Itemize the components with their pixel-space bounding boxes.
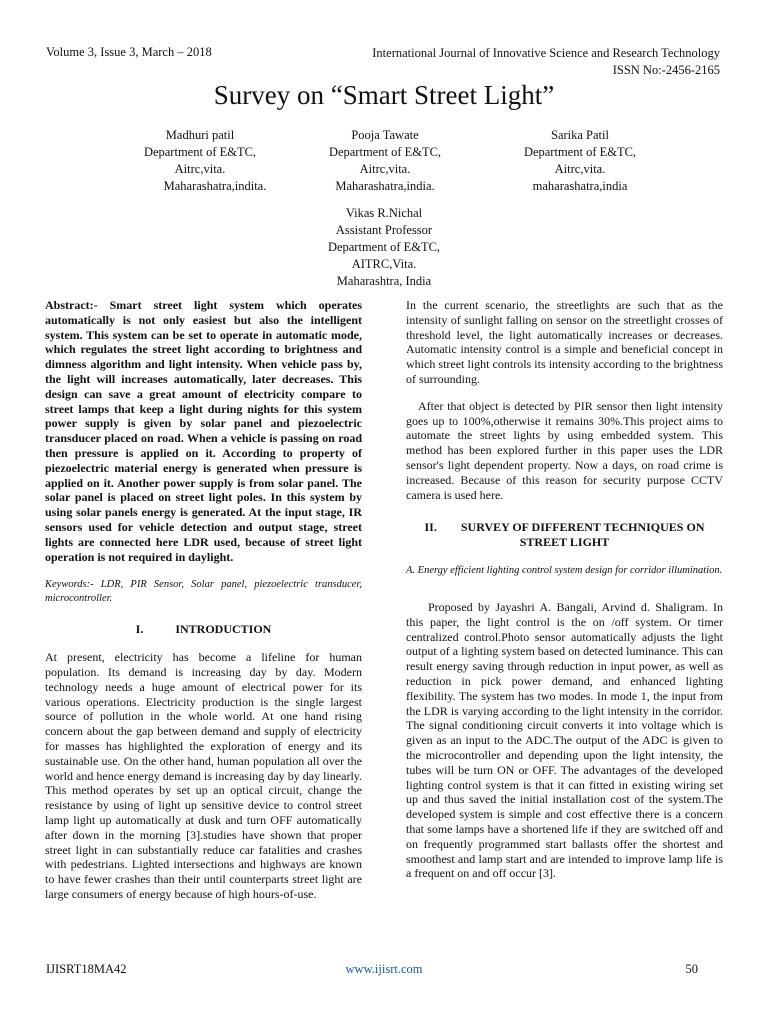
paper-title: Survey on “Smart Street Light”: [213, 80, 555, 110]
subsection-heading: A. Energy efficient lighting control system design for corridor illumination.: [406, 564, 723, 576]
author-location: Maharashtra, India: [336, 274, 432, 288]
author-institute: AITRC,Vita.: [351, 257, 417, 271]
author-role: Assistant Professor: [335, 223, 433, 237]
section-heading-survey: [406, 520, 723, 550]
author-name: Pooja Tawate: [351, 128, 419, 142]
page-number: 50: [685, 962, 698, 976]
abstract: Abstract:- Smart street light system which operates automatically is not only easiest but also the intelligent system. This system can be set to operate in automatic mode, which regulates the street light according to brightness and dimness algorithm and light intensity. When vehicle pass by, the light will increases automatically, later decreases. This design can save a great amount of electricity compare to street lamps that keep a light during nights for this system power supply is given by solar panel and piezoelectric transducer placed on road. When a vehicle is passing on road then pressure is applied on it. According to property of piezoelectric material energy is generated when pressure is applied on it. Another power supply is from solar panel. The solar panel is placed on street light poles. In this system by using solar panels energy is generated. At the input stage, IR sensors used for vehicle detection and output stage, street lights are connected here LDR used, because of street light operation is not required in daylight.: [45, 298, 362, 564]
volume-info: Volume 3, Issue 3, March – 2018: [46, 45, 212, 59]
section-number: II.: [424, 520, 437, 535]
section-heading-introduction: [45, 622, 362, 637]
body-paragraph: After that object is detected by PIR sensor then light intensity goes up to 100%,otherwise it remains 30%.This project aims to automate the street lights by using embedded system. This method has been explored further in this paper uses the LDR sensor's light dependent property. Now a days, on road crime is increased. Because of this reason for security purpose CCTV camera is used here.: [406, 398, 723, 502]
author-department: Department of E&TC,: [523, 145, 637, 159]
journal-url-link[interactable]: www.ijisrt.com: [345, 962, 423, 976]
author-institute: Aitrc,vita.: [554, 162, 606, 176]
author-location: Maharashatra,india.: [335, 179, 435, 193]
paper-code: IJISRT18MA42: [46, 962, 127, 976]
author-institute: Aitrc,vita.: [174, 162, 226, 176]
keywords: Keywords:- LDR, PIR Sensor, Solar panel, piezoelectric transducer, microcontroller.: [45, 579, 362, 604]
author-block: [110, 127, 290, 195]
section-number: I.: [135, 622, 144, 637]
author-department: Department of E&TC,: [328, 145, 442, 159]
author-name: Vikas R.Nichal: [345, 206, 423, 220]
right-column: [406, 298, 723, 881]
author-name: Madhuri patil: [165, 128, 235, 142]
issn: ISSN No:-2456-2165: [612, 63, 720, 77]
author-block: [490, 127, 670, 195]
introduction-paragraph: At present, electricity has become a lifeline for human population. Its demand is increasing day by day. Modern technology needs a huge amount of electrical power for its various operations. Electricity production is the single largest source of pollution in the whole world. At one hand rising concern about the gap between demand and supply of electricity for masses has highlighted the exploration of energy and its sustainable use. On the other hand, human population all over the world and hence energy demand is increasing day by day linearly. This method operates by set up an optical circuit, change the resistance by using of light up sensitive device to control street lamp light up automatically at dusk and turn OFF automatically after down in the morning [3].studies have shown that proper street light in can substantially reduce car fatalities and crashes with pedestrians. Lighted intersections and highways are known to have fewer crashes than their until counterparts street light are large consumers of energy because of high hours-of-use.: [45, 650, 362, 901]
journal-header: [372, 45, 720, 79]
author-location: maharashatra,india: [532, 179, 628, 193]
author-block: [294, 205, 474, 290]
journal-name: International Journal of Innovative Science and Research Technology: [372, 46, 720, 60]
author-name: Sarika Patil: [551, 128, 609, 142]
author-department: Department of E&TC,: [327, 240, 441, 254]
body-paragraph: In the current scenario, the streetlights are such that as the intensity of sunlight falling on sensor on the streetlight crosses of threshold level, the light automatically increases or decreases. Automatic intensity control is a simple and beneficial concept in which street light controls its intensity according to the brightness of surrounding.: [406, 298, 723, 386]
left-column: [45, 298, 362, 902]
author-institute: Aitrc,vita.: [359, 162, 411, 176]
body-paragraph: Proposed by Jayashri A. Bangali, Arvind d. Shaligram. In this paper, the light control is the on /off system. Or timer centralized control.Photo sensor automatically adjusts the light output of a lighting system based on detected luminance. This can result energy saving through reduction in input power, as well as reduction in pick power demand, and enhanced lighting flexibility. The system has two modes. In mode 1, the input from the LDR is varying according to the light intensity in the corridor. The signal conditioning circuit converts it into voltage which is given as an input to the ADC.The output of the ADC is given to the microcontroller and depending upon the light intensity, the tubes will be turn ON or OFF. The advantages of the developed lighting control system is that it can fitted in existing wiring set up and thus saved the initial installation cost of the system.The developed system is simple and cost effective there is a concern that some lamps have a shortened life if they are switched off and on frequently programmed start ballasts offer the shortest and smoothest and lamp start and are intended to improve lamp life is a frequent on and off occur [3].: [406, 599, 723, 881]
author-department: Department of E&TC,: [143, 145, 257, 159]
author-block: [295, 127, 475, 195]
author-location: Maharashatra,indita.: [163, 179, 267, 193]
section-title: INTRODUCTION: [175, 622, 272, 637]
section-title: SURVEY OF DIFFERENT TECHNIQUES ON STREET LIGHT: [460, 520, 705, 550]
